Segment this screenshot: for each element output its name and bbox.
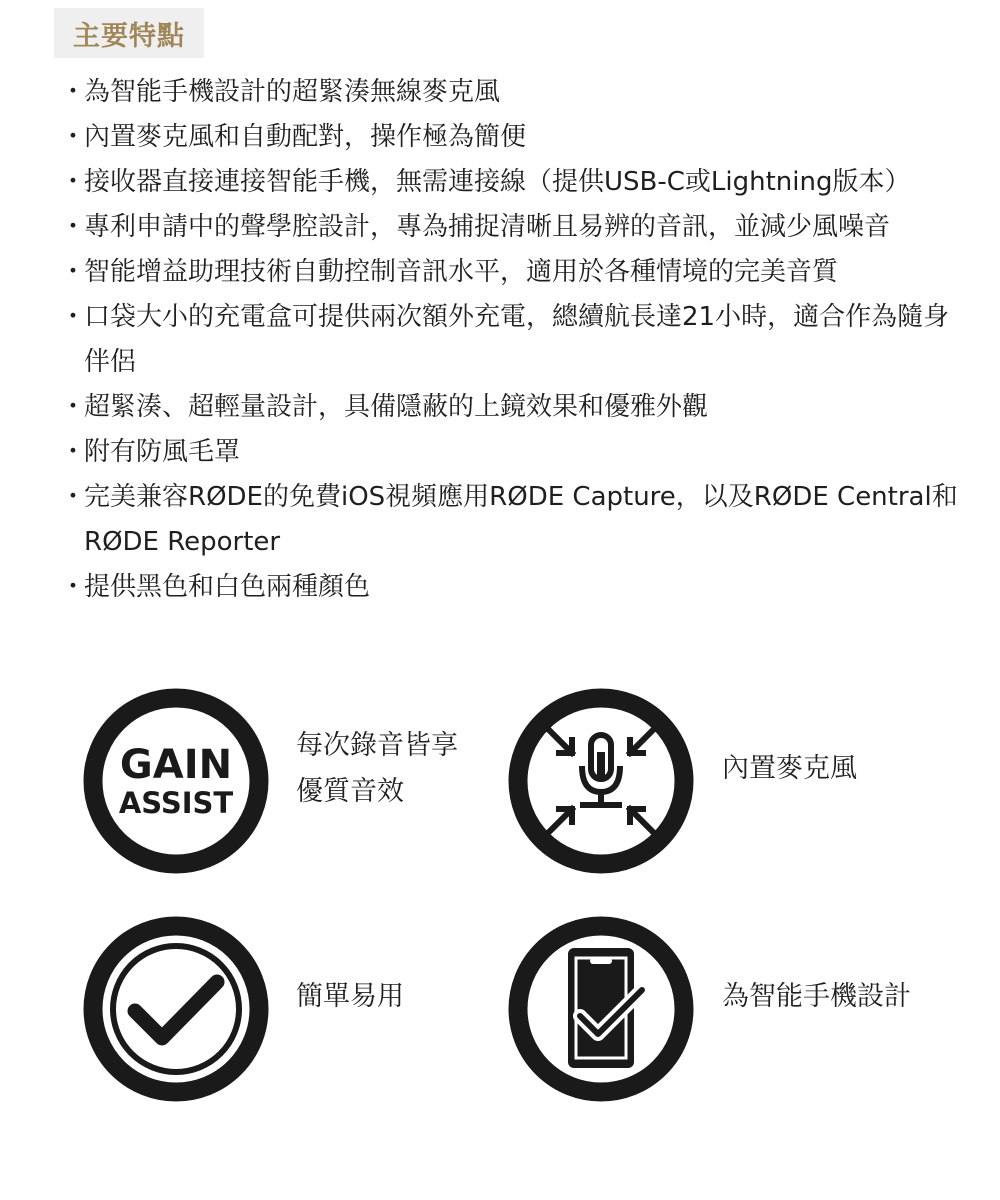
feature-item <box>60 115 970 160</box>
bullet: ・ <box>60 392 87 422</box>
feature-list <box>60 70 970 610</box>
smartphone-check-icon <box>508 916 694 1102</box>
feature-text: 完美兼容RØDE的免費iOS視頻應用RØDE Capture，以及RØDE Central和RØDE Reporter <box>84 482 958 557</box>
feature-item <box>60 160 970 205</box>
feature-text: 內置麥克風和自動配對，操作極為簡便 <box>84 122 527 152</box>
built-in-mic-caption: 內置麥克風 <box>722 753 857 784</box>
assist-text: ASSIST <box>118 786 234 820</box>
gain-assist-icon <box>83 688 269 874</box>
bullet: ・ <box>60 257 87 287</box>
section-heading: 主要特點 <box>73 20 185 52</box>
feature-item <box>60 70 970 115</box>
feature-item <box>60 565 970 610</box>
gain-assist-caption-line2: 優質音效 <box>296 776 404 807</box>
feature-item <box>60 385 970 430</box>
bullet: ・ <box>60 302 87 332</box>
bullet: ・ <box>60 212 87 242</box>
feature-text: 接收器直接連接智能手機，無需連接線（提供USB-C或Lightning版本） <box>84 167 911 197</box>
gain-text: GAIN <box>119 742 233 788</box>
bullet: ・ <box>60 482 87 512</box>
bullet: ・ <box>60 77 87 107</box>
feature-text: 口袋大小的充電盒可提供兩次額外充電，總續航長達21小時，適合作為隨身伴侶 <box>84 302 950 377</box>
bullet: ・ <box>60 437 87 467</box>
bullet: ・ <box>60 122 87 152</box>
feature-text: 智能增益助理技術自動控制音訊水平，適用於各種情境的完美音質 <box>84 257 839 287</box>
feature-text: 專利申請中的聲學腔設計，專為捕捉清晰且易辨的音訊，並減少風噪音 <box>84 212 891 242</box>
feature-item <box>60 205 970 250</box>
section-heading-box <box>54 8 204 58</box>
feature-item <box>60 430 970 475</box>
feature-text: 附有防風毛罩 <box>84 437 241 467</box>
feature-item <box>60 295 970 385</box>
feature-item <box>60 475 970 565</box>
checkmark-icon <box>83 916 269 1102</box>
microphone-icon <box>508 688 694 874</box>
bullet: ・ <box>60 572 87 602</box>
feature-text: 為智能手機設計的超緊湊無線麥克風 <box>84 77 501 107</box>
feature-text: 超緊湊、超輕量設計，具備隱蔽的上鏡效果和優雅外觀 <box>84 392 709 422</box>
gain-assist-caption-line1: 每次錄音皆享 <box>296 730 458 761</box>
smartphone-caption: 為智能手機設計 <box>722 981 911 1012</box>
bullet: ・ <box>60 167 87 197</box>
feature-text: 提供黑色和白色兩種顏色 <box>84 572 371 602</box>
feature-item <box>60 250 970 295</box>
gain-assist-caption <box>296 723 458 815</box>
easy-to-use-caption: 簡單易用 <box>296 981 404 1012</box>
